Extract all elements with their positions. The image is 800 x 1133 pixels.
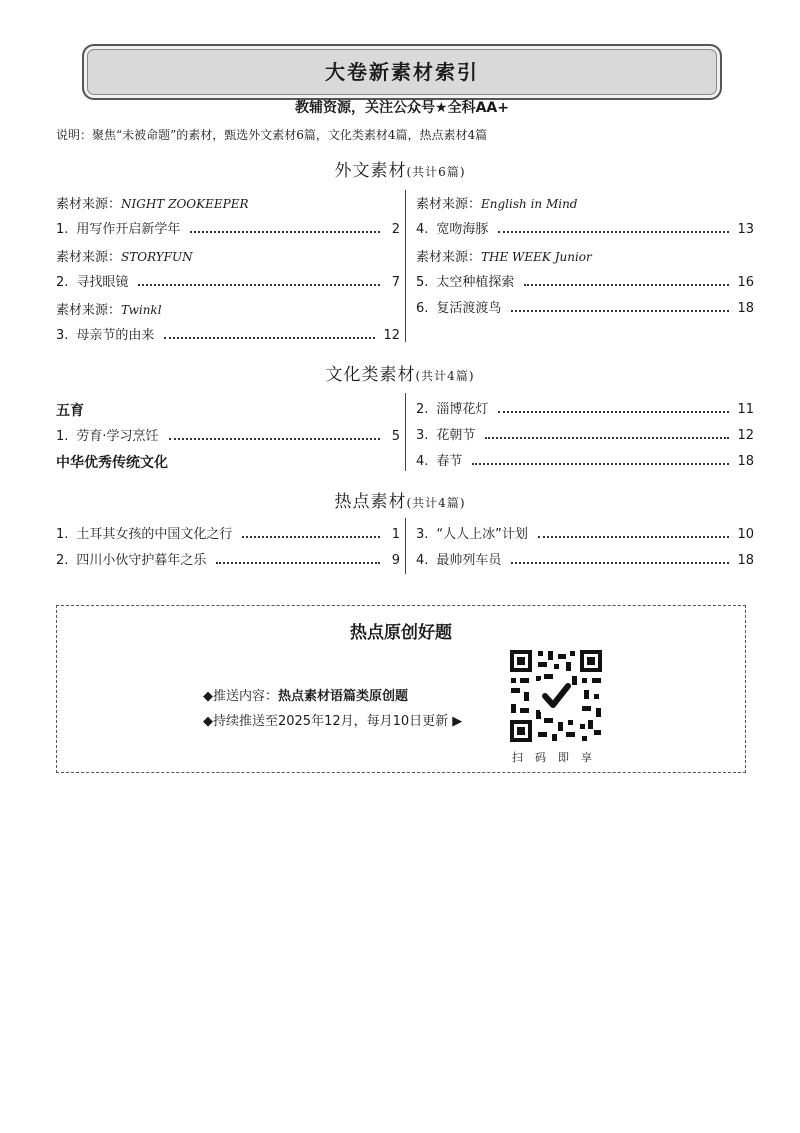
category-heading: 五育 <box>56 403 84 419</box>
source-label: 素材来源： <box>416 197 482 212</box>
source-line <box>416 193 577 212</box>
toc-item[interactable] <box>56 324 400 343</box>
toc-item[interactable] <box>56 218 400 237</box>
dot-leader <box>524 284 729 286</box>
source-line <box>416 246 592 265</box>
toc-item[interactable] <box>416 271 754 290</box>
intro-note: 说明：聚焦“未被命题”的素材，甄选外文素材6篇，文化类素材4篇，热点素材4篇 <box>56 128 488 142</box>
item-title: 花朝节 <box>436 428 476 443</box>
page-number: 11 <box>737 402 754 417</box>
section-title-foreign <box>0 156 800 181</box>
qr-label: 扫码即享 <box>512 751 604 764</box>
dot-leader <box>511 562 729 564</box>
source-line <box>56 299 162 318</box>
source-line <box>56 246 193 265</box>
item-title: 复活渡渡鸟 <box>436 301 502 316</box>
item-title: 用写作开启新学年 <box>76 222 181 237</box>
item-title: 宽吻海豚 <box>436 222 489 237</box>
source-label: 素材来源： <box>56 197 122 212</box>
toc-item[interactable] <box>416 549 754 568</box>
item-title: 土耳其女孩的中国文化之行 <box>76 527 233 542</box>
column-divider <box>405 190 406 342</box>
source-label: 素材来源： <box>56 303 122 318</box>
page-title: 大卷新素材索引 <box>325 60 479 84</box>
section-foreign-count: (共计6篇) <box>406 165 466 179</box>
item-number: 3. <box>416 428 429 443</box>
toc-item[interactable] <box>416 523 754 542</box>
section-hot-title: 热点素材 <box>334 492 407 512</box>
promo-title: 热点原创好题 <box>350 623 452 643</box>
page-number: 12 <box>383 328 400 343</box>
item-number: 4. <box>416 222 429 237</box>
item-number: 3. <box>416 527 429 542</box>
section-title-hot <box>0 487 800 512</box>
source-name: THE WEEK Junior <box>481 250 592 264</box>
dot-leader <box>169 438 380 440</box>
dot-leader <box>242 536 380 538</box>
item-title: “人人上冰”计划 <box>436 527 528 542</box>
page-number: 2 <box>391 222 400 237</box>
dot-leader <box>164 337 375 339</box>
page-number: 16 <box>737 275 754 290</box>
section-culture-title: 文化类素材 <box>325 365 416 385</box>
item-title: 最帅列车员 <box>436 553 502 568</box>
page-number: 18 <box>737 301 754 316</box>
item-title: 四川小伙守护暮年之乐 <box>76 553 207 568</box>
source-label: 素材来源： <box>416 250 482 265</box>
item-title: 太空种植探索 <box>436 275 515 290</box>
dot-leader <box>498 411 729 413</box>
item-number: 4. <box>416 553 429 568</box>
source-name: Twinkl <box>121 303 162 317</box>
source-label: 素材来源： <box>56 250 122 265</box>
item-number: 6. <box>416 301 429 316</box>
source-line <box>56 193 249 212</box>
section-hot-count: (共计4篇) <box>406 496 466 510</box>
toc-item[interactable] <box>56 425 400 444</box>
page-subtitle: 教辅资源，关注公众号★全科AA+ <box>295 100 509 116</box>
item-number: 1. <box>56 527 69 542</box>
section-foreign-title: 外文素材 <box>334 161 407 181</box>
item-number: 1. <box>56 429 69 444</box>
source-name: English in Mind <box>481 197 578 211</box>
toc-item[interactable] <box>56 523 400 542</box>
toc-item[interactable] <box>416 398 754 417</box>
promo-line-label: ◆推送内容： <box>203 689 278 704</box>
item-title: 寻找眼镜 <box>76 275 129 290</box>
item-title: 淄博花灯 <box>436 402 489 417</box>
qr-code-icon[interactable] <box>508 648 604 744</box>
item-number: 3. <box>56 328 69 343</box>
page-number: 18 <box>737 454 754 469</box>
toc-item[interactable] <box>416 218 754 237</box>
promo-line-value: 热点素材语篇类原创题 <box>278 689 409 704</box>
dot-leader <box>138 284 380 286</box>
page-number: 12 <box>737 428 754 443</box>
toc-item[interactable] <box>416 297 754 316</box>
source-name: STORYFUN <box>121 250 193 264</box>
column-divider <box>405 518 406 574</box>
toc-item[interactable] <box>56 549 400 568</box>
section-title-culture <box>0 360 800 385</box>
item-title: 母亲节的由来 <box>76 328 155 343</box>
dot-leader <box>498 231 729 233</box>
dot-leader <box>472 463 729 465</box>
page-number: 13 <box>737 222 754 237</box>
item-title: 劳育·学习烹饪 <box>76 429 159 444</box>
page-number: 10 <box>737 527 754 542</box>
dot-leader <box>511 310 729 312</box>
promo-line-content <box>203 685 408 704</box>
page-number: 18 <box>737 553 754 568</box>
toc-item[interactable] <box>416 424 754 443</box>
dot-leader <box>216 562 380 564</box>
dot-leader <box>485 437 729 439</box>
promo-line-schedule: ◆持续推送至2025年12月，每月10日更新 ▶ <box>203 714 463 729</box>
page-number: 5 <box>391 429 400 444</box>
item-number: 1. <box>56 222 69 237</box>
item-number: 2. <box>416 402 429 417</box>
item-number: 4. <box>416 454 429 469</box>
toc-item[interactable] <box>416 450 754 469</box>
page-number: 1 <box>391 527 400 542</box>
item-number: 5. <box>416 275 429 290</box>
source-name: NIGHT ZOOKEEPER <box>121 197 249 211</box>
toc-item[interactable] <box>56 271 400 290</box>
category-heading: 中华优秀传统文化 <box>56 455 168 471</box>
item-title: 春节 <box>436 454 463 469</box>
section-culture-count: (共计4篇) <box>415 369 475 383</box>
column-divider <box>405 393 406 471</box>
dot-leader <box>538 536 730 538</box>
item-number: 2. <box>56 553 69 568</box>
page-number: 7 <box>391 275 400 290</box>
page-number: 9 <box>391 553 400 568</box>
item-number: 2. <box>56 275 69 290</box>
dot-leader <box>190 231 380 233</box>
